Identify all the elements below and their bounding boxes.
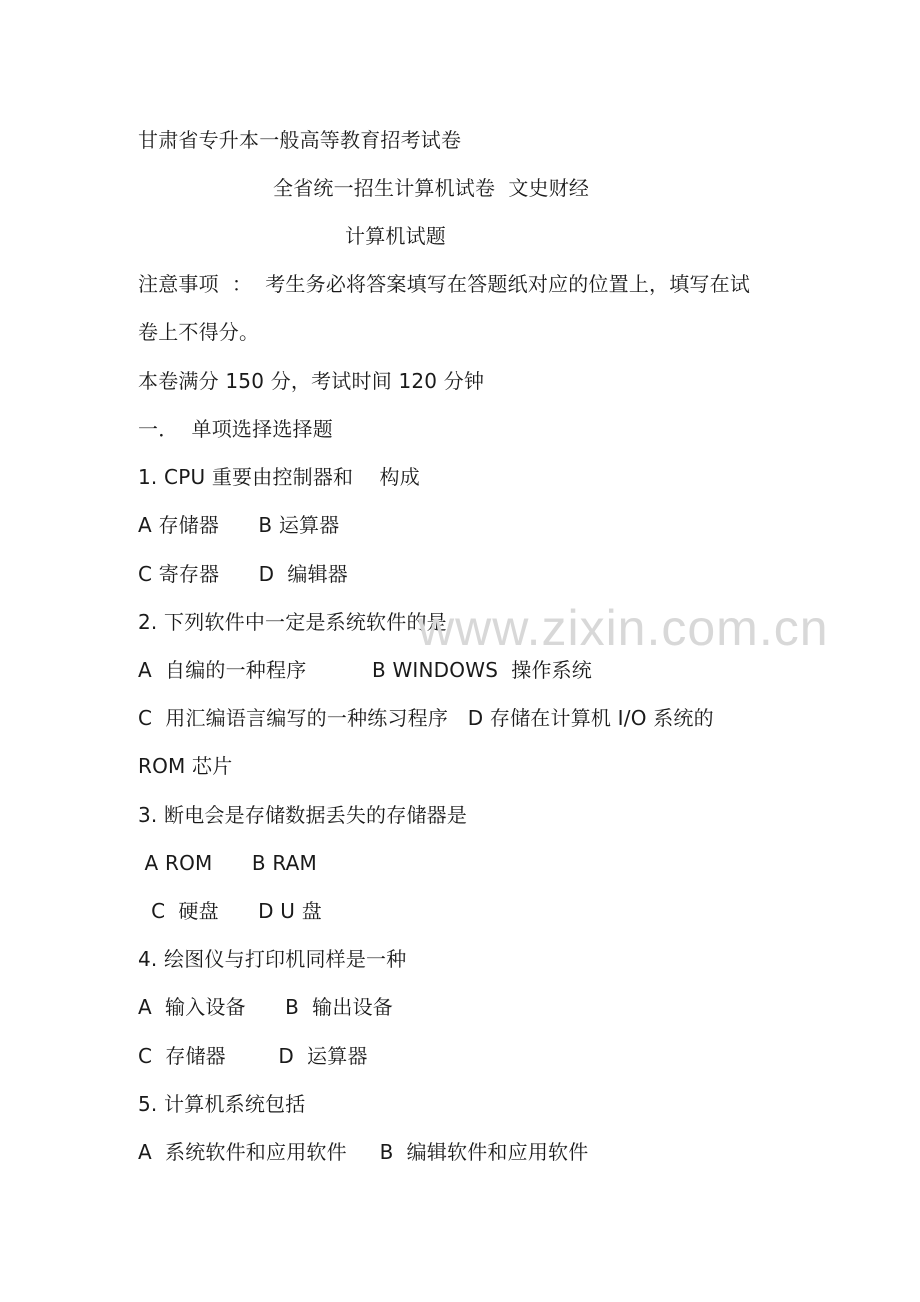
section-heading: 一． 单项选择选择题 [138, 417, 333, 441]
question-2-options-cont: ROM 芯片 [138, 754, 233, 778]
paper-title: 计算机试题 [345, 224, 446, 248]
question-5-stem: 5. 计算机系统包括 [138, 1092, 306, 1116]
question-1-stem: 1. CPU 重要由控制器和 构成 [138, 465, 420, 489]
notice-line-2: 卷上不得分。 [138, 320, 260, 344]
question-3-stem: 3. 断电会是存储数据丢失的存储器是 [138, 803, 468, 827]
question-5-options-ab: A 系统软件和应用软件 B 编辑软件和应用软件 [138, 1140, 589, 1164]
question-2-options-cd: C 用汇编语言编写的一种练习程序 D 存储在计算机 I/O 系统的 [138, 706, 714, 730]
question-3-options-cd: C 硬盘 D U 盘 [138, 899, 322, 923]
notice-line-1: 注意事项 ： 考生务必将答案填写在答题纸对应的位置上，填写在试 [138, 272, 751, 296]
question-2-stem: 2. 下列软件中一定是系统软件的是 [138, 610, 447, 634]
question-3-options-ab: A ROM B RAM [138, 851, 317, 875]
question-4-options-ab: A 输入设备 B 输出设备 [138, 995, 393, 1019]
question-1-options-ab: A 存储器 B 运算器 [138, 513, 340, 537]
score-time-note: 本卷满分 150 分，考试时间 120 分钟 [138, 369, 485, 393]
question-4-stem: 4. 绘图仪与打印机同样是一种 [138, 947, 407, 971]
watermark: www.zixin.com.cn [418, 600, 829, 656]
exam-title: 甘肃省专升本一般高等教育招考试卷 [138, 128, 462, 152]
question-2-options-ab: A 自编的一种程序 B WINDOWS 操作系统 [138, 658, 593, 682]
question-4-options-cd: C 存储器 D 运算器 [138, 1044, 368, 1068]
exam-subtitle: 全省统一招生计算机试卷 文史财经 [273, 176, 590, 200]
question-1-options-cd: C 寄存器 D 编辑器 [138, 562, 348, 586]
